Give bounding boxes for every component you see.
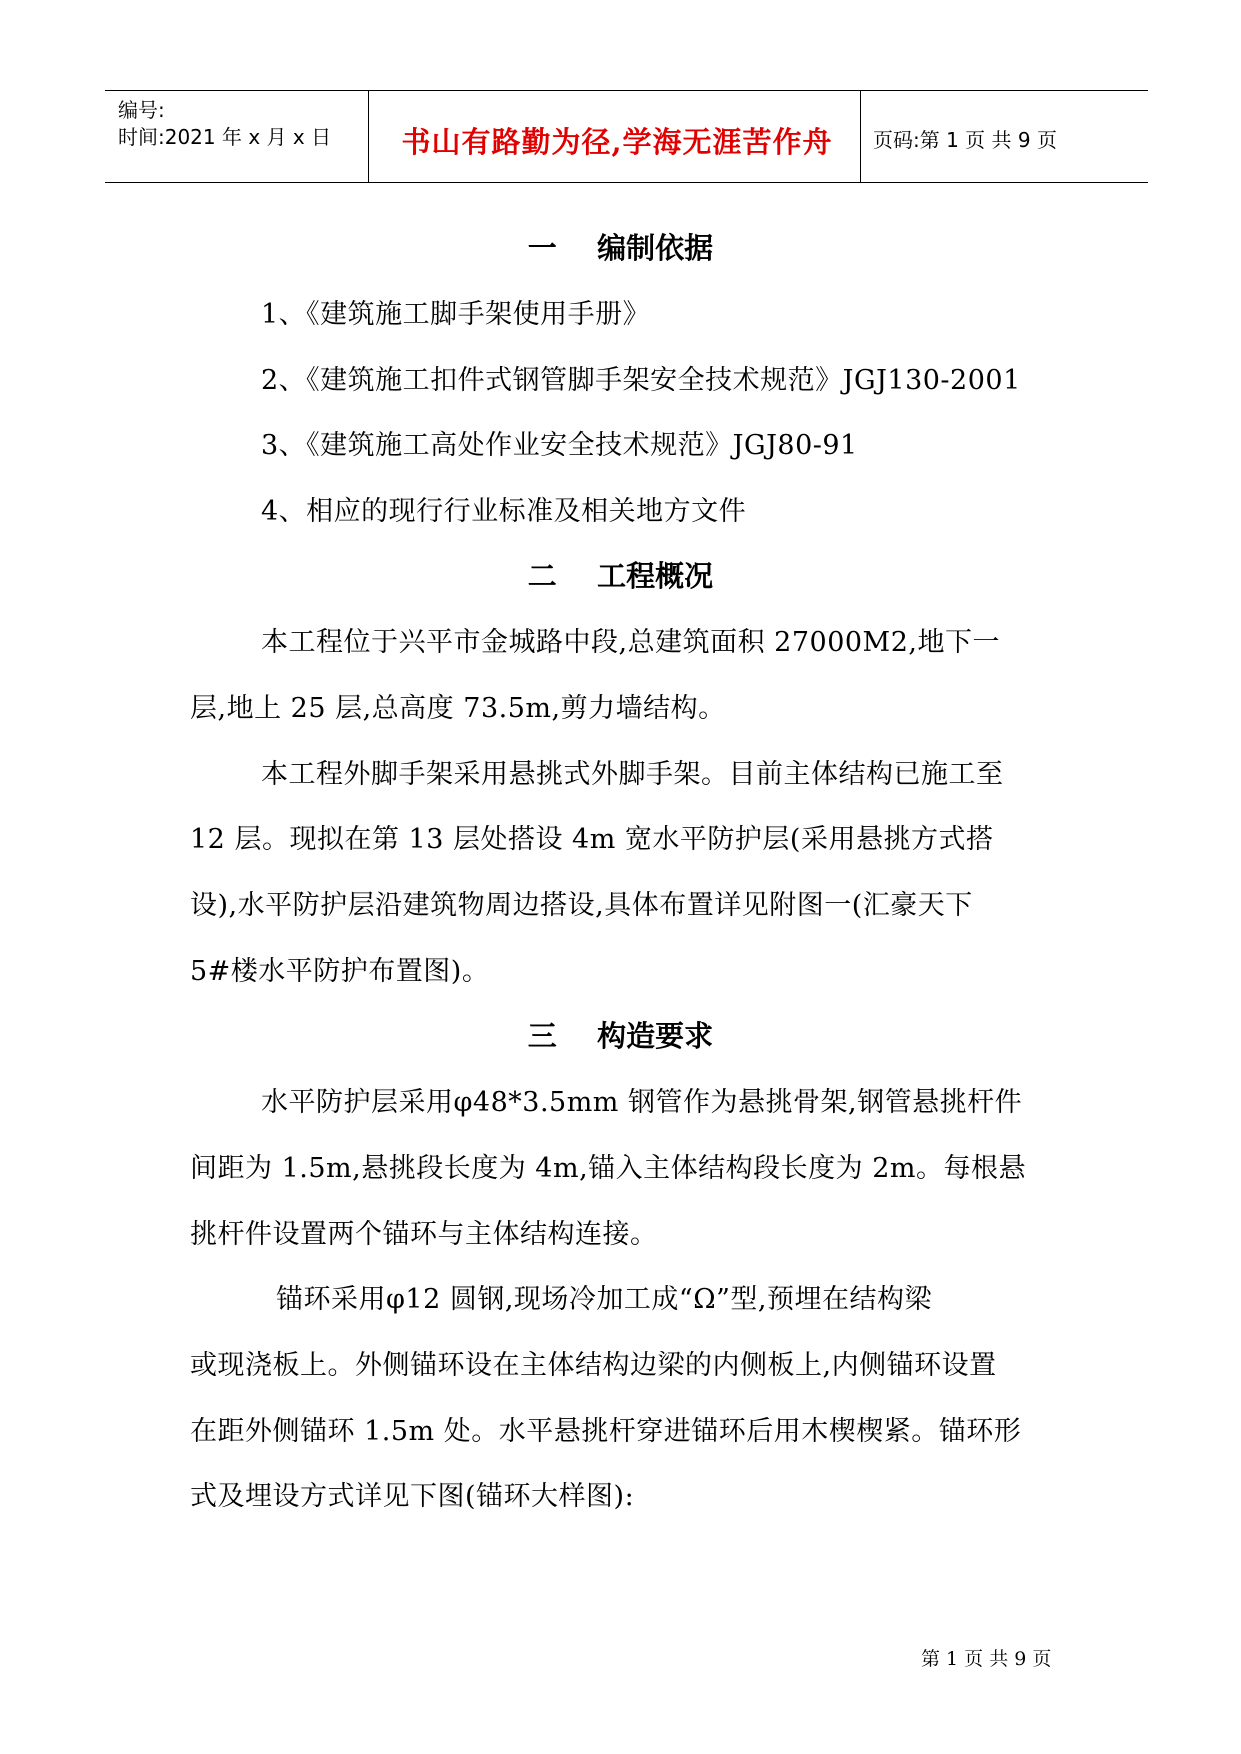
section-title-construction: 三 构造要求 (527, 1019, 714, 1053)
overview-line: 设),水平防护层沿建筑物周边搭设,具体布置详见附图一(汇豪天下 (190, 890, 973, 921)
construction-line: 式及埋设方式详见下图(锚环大样图): (190, 1481, 635, 1512)
construction-line: 间距为 1.5m,悬挑段长度为 4m,锚入主体结构段长度为 2m。每根悬 (190, 1153, 1027, 1184)
construction-line: 水平防护层采用φ48*3.5mm 钢管作为悬挑骨架,钢管悬挑杆件 (261, 1087, 1023, 1118)
section-title-overview: 二 工程概况 (527, 559, 714, 593)
header-bottom-rule (105, 182, 1148, 183)
header-number-label: 编号: (118, 98, 165, 122)
page-footer: 第 1 页 共 9 页 (921, 1648, 1052, 1670)
basis-item: 4、相应的现行行业标准及相关地方文件 (261, 496, 747, 527)
construction-line: 在距外侧锚环 1.5m 处。水平悬挑杆穿进锚环后用木楔楔紧。锚环形 (190, 1416, 1022, 1447)
construction-line: 或现浇板上。外侧锚环设在主体结构边梁的内侧板上,内侧锚环设置 (190, 1350, 997, 1381)
section-title-basis: 一 编制依据 (527, 231, 714, 265)
overview-line: 层,地上 25 层,总高度 73.5m,剪力墙结构。 (190, 693, 726, 724)
header-divider-left (368, 90, 369, 183)
overview-line: 本工程外脚手架采用悬挑式外脚手架。目前主体结构已施工至 (261, 759, 1004, 790)
overview-line: 本工程位于兴平市金城路中段,总建筑面积 27000M2,地下一 (261, 627, 1000, 658)
header-motto: 书山有路勤为径,学海无涯苦作舟 (401, 125, 833, 159)
overview-line: 12 层。现拟在第 13 层处搭设 4m 宽水平防护层(采用悬挑方式搭 (190, 824, 994, 855)
construction-line: 锚环采用φ12 圆钢,现场冷加工成“Ω”型,预埋在结构梁 (276, 1284, 933, 1315)
header-top-rule (105, 90, 1148, 91)
header-time-label: 时间:2021 年 x 月 x 日 (118, 125, 332, 149)
overview-line: 5#楼水平防护布置图)。 (190, 956, 490, 987)
header-page-label: 页码:第 1 页 共 9 页 (873, 128, 1057, 152)
construction-line: 挑杆件设置两个锚环与主体结构连接。 (190, 1219, 658, 1250)
basis-item: 2、《建筑施工扣件式钢管脚手架安全技术规范》JGJ130-2001 (261, 365, 1021, 396)
basis-item: 1、《建筑施工脚手架使用手册》 (261, 299, 651, 330)
basis-item: 3、《建筑施工高处作业安全技术规范》JGJ80-91 (261, 430, 858, 461)
